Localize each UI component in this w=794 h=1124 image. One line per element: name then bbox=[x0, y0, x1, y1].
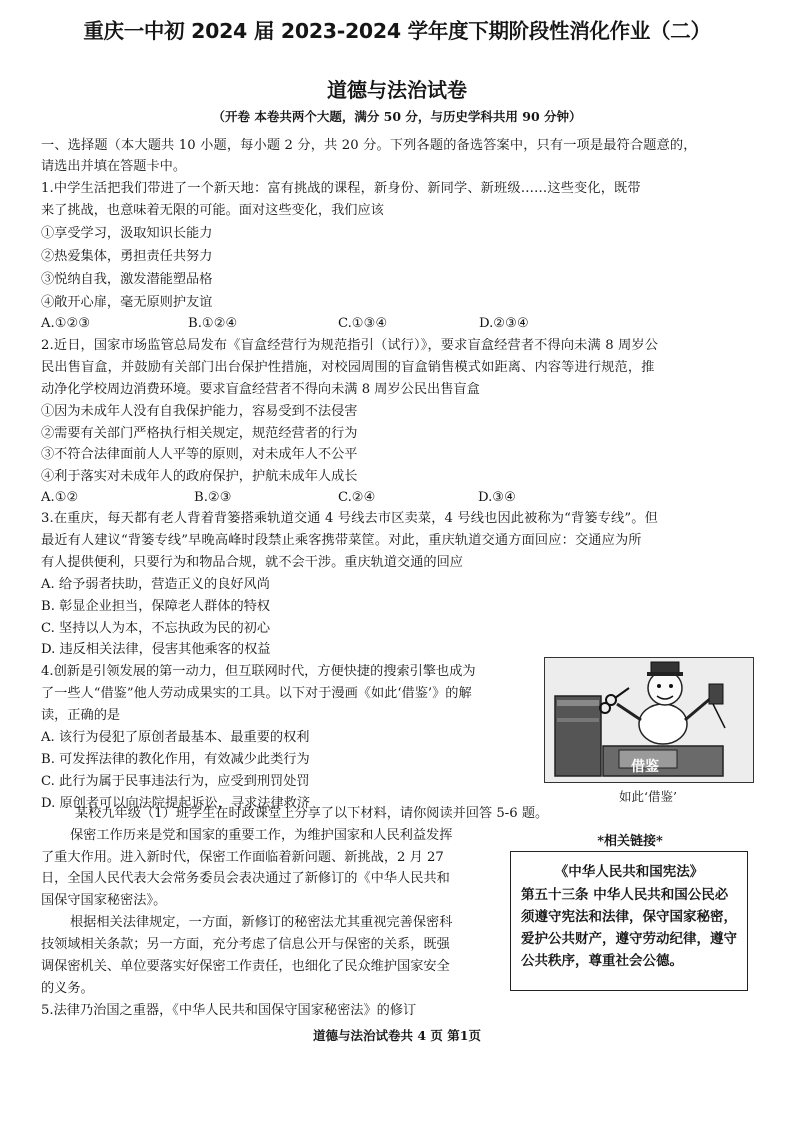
material-p2-line2: 技领域相关条款；另一方面，充分考虑了信息公开与保密的关系，既强 bbox=[41, 937, 450, 952]
q3-option-c[interactable]: C. 坚持以人为本，不忘执政为民的初心 bbox=[41, 621, 271, 636]
q2-stem-line3: 动净化学校周边消费环境。要求盲盒经营者不得向未满 8 周岁公民出售盲盒 bbox=[41, 382, 480, 397]
q4-option-d[interactable]: D. 原创者可以向法院提起诉讼，寻求法律救济 bbox=[41, 796, 311, 811]
q1-option-d[interactable]: D.②③④ bbox=[479, 316, 529, 331]
page-footer: 道德与法治试卷共 4 页 第1页 bbox=[313, 1028, 481, 1043]
section-instructions-line2: 请选出并填在答题卡中。 bbox=[41, 159, 187, 174]
q2-item-4: ④利于落实对未成年人的政府保护，护航未成年人成长 bbox=[41, 469, 358, 484]
q1-stem-line2: 来了挑战，也意味着无限的可能。面对这些变化，我们应该 bbox=[41, 203, 384, 218]
q3-stem-line2: 最近有人建议“背篓专线”早晚高峰时段禁止乘客携带菜筐。对此，重庆轨道交通方面回应：交通应为所 bbox=[41, 533, 642, 548]
material-p1-line4: 国保守国家秘密法》。 bbox=[41, 893, 167, 908]
subject-title: 道德与法治试卷 bbox=[327, 78, 467, 102]
q4-option-b[interactable]: B. 可发挥法律的教化作用，有效减少此类行为 bbox=[41, 752, 310, 767]
q1-item-2: ②热爱集体，勇担责任共努力 bbox=[41, 249, 213, 264]
q1-option-c[interactable]: C.①③④ bbox=[338, 316, 388, 331]
material-intro: 某校九年级（1）班学生在时政课堂上分享了以下材料，请你阅读并回答 5-6 题。 bbox=[75, 806, 549, 821]
q3-option-b[interactable]: B. 彰显企业担当，保障老人群体的特权 bbox=[41, 599, 271, 614]
q3-stem-line3: 有人提供便利，只要行为和物品合规，就不会干涉。重庆轨道交通的回应 bbox=[41, 555, 463, 570]
q1-item-4: ④敞开心扉，毫无原则护友谊 bbox=[41, 295, 213, 310]
q4-option-a[interactable]: A. 该行为侵犯了原创者最基本、最重要的权利 bbox=[41, 730, 310, 745]
material-p2-line4: 的义务。 bbox=[41, 981, 94, 996]
q3-stem-line1: 3.在重庆，每天都有老人背着背篓搭乘轨道交通 4 号线去市区卖菜，4 号线也因此被称为“背篓专线”。但 bbox=[41, 511, 658, 526]
q4-stem-line3: 读，正确的是 bbox=[41, 708, 121, 723]
q1-item-1: ①享受学习，汲取知识长能力 bbox=[41, 226, 213, 241]
q2-item-1: ①因为未成年人没有自我保护能力，容易受到不法侵害 bbox=[41, 404, 358, 419]
material-p1-line1: 保密工作历来是党和国家的重要工作，为维护国家和人民利益发挥 bbox=[70, 828, 453, 843]
constitution-box-text: 第五十三条 中华人民共和国公民必须遵守宪法和法律，保守国家秘密，爱护公共财产，遵守劳动纪律，遵守公共秩序，尊重社会公德。 bbox=[521, 887, 737, 969]
q1-option-a[interactable]: A.①②③ bbox=[41, 316, 91, 331]
q3-option-a[interactable]: A. 给予弱者扶助，营造正义的良好风尚 bbox=[41, 577, 270, 592]
exam-note: （开卷 本卷共两个大题，满分 50 分，与历史学科共用 90 分钟） bbox=[212, 109, 582, 124]
q2-option-c[interactable]: C.②④ bbox=[338, 490, 376, 505]
q2-option-b[interactable]: B.②③ bbox=[194, 490, 232, 505]
material-p2-line1: 根据相关法律规定，一方面，新修订的秘密法尤其重视完善保密科 bbox=[70, 915, 453, 930]
cartoon-illustration bbox=[544, 657, 754, 783]
q2-stem-line2: 民出售盲盒，并鼓励有关部门出台保护性措施，对校园周围的盲盒销售模式如距离、内容等进行规范，推 bbox=[41, 360, 655, 375]
constitution-box-title: 《中华人民共和国宪法》 bbox=[554, 864, 704, 880]
material-p1-line3: 日，全国人民代表大会常务委员会表决通过了新修订的《中华人民共和 bbox=[41, 871, 450, 886]
cartoon-desk-label: 借鉴 bbox=[631, 759, 659, 775]
material-p1-line2: 了重大作用。进入新时代，保密工作面临着新问题、新挑战，2 月 27 bbox=[41, 850, 444, 865]
q1-item-3: ③悦纳自我，激发潜能塑品格 bbox=[41, 272, 213, 287]
material-p2-line3: 调保密机关、单位要落实好保密工作责任，也细化了民众维护国家安全 bbox=[41, 959, 450, 974]
q2-option-d[interactable]: D.③④ bbox=[478, 490, 516, 505]
q1-option-b[interactable]: B.①②④ bbox=[188, 316, 238, 331]
q4-stem-line1: 4.创新是引领发展的第一动力，但互联网时代，方便快捷的搜索引擎也成为 bbox=[41, 664, 476, 679]
q2-item-3: ③不符合法律面前人人平等的原则，对未成年人不公平 bbox=[41, 447, 358, 462]
cartoon-caption: 如此‘借鉴’ bbox=[619, 789, 677, 804]
q2-item-2: ②需要有关部门严格执行相关规定，规范经营者的行为 bbox=[41, 426, 358, 441]
section-instructions-line1: 一、选择题（本大题共 10 小题，每小题 2 分，共 20 分。下列各题的备选答案中，只有一项是最符合题意的， bbox=[41, 138, 697, 153]
q4-stem-line2: 了一些人“借鉴”他人劳动成果实的工具。以下对于漫画《如此‘借鉴’》的解 bbox=[41, 686, 472, 701]
constitution-box bbox=[510, 851, 748, 991]
q3-option-d[interactable]: D. 违反相关法律，侵害其他乘客的权益 bbox=[41, 642, 271, 657]
q5-stem: 5.法律乃治国之重器，《中华人民共和国保守国家秘密法》的修订 bbox=[41, 1003, 417, 1018]
related-link-title: *相关链接* bbox=[597, 834, 663, 849]
q4-option-c[interactable]: C. 此行为属于民事违法行为，应受到刑罚处罚 bbox=[41, 774, 310, 789]
q2-stem-line1: 2.近日，国家市场监管总局发布《盲盒经营行为规范指引（试行）》，要求盲盒经营者不得向未满 8 周岁公 bbox=[41, 338, 659, 353]
q2-option-a[interactable]: A.①② bbox=[41, 490, 79, 505]
q1-stem-line1: 1.中学生活把我们带进了一个新天地：富有挑战的课程，新身份、新同学、新班级……这些变化，既带 bbox=[41, 181, 641, 196]
exam-title: 重庆一中初 2024 届 2023-2024 学年度下期阶段性消化作业（二） bbox=[83, 19, 711, 43]
